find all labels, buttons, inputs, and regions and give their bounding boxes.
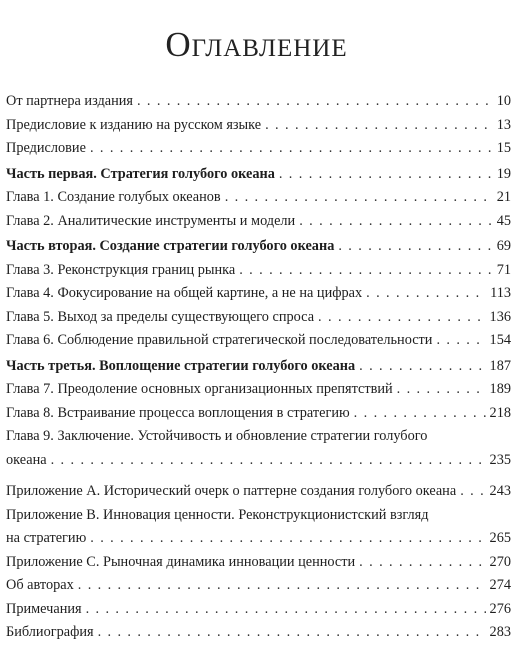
toc-chapter-2[interactable] — [6, 210, 511, 234]
toc-entry-label: Глава 6. Соблюдение правильной стратегической последовательности — [6, 332, 433, 348]
toc-entry-authors[interactable] — [6, 574, 511, 598]
toc-page-number: 235 — [489, 451, 511, 468]
dot-leader — [78, 574, 486, 598]
toc-page-number: 13 — [496, 116, 511, 133]
table-of-contents — [6, 90, 511, 645]
toc-page-number: 187 — [489, 357, 511, 374]
toc-chapter-3[interactable] — [6, 259, 511, 283]
dot-leader — [359, 355, 485, 379]
toc-chapter-9-line1[interactable] — [6, 425, 511, 449]
toc-part-label: Часть вторая. Создание стратегии голубого океана — [6, 238, 335, 254]
toc-page-number: 189 — [489, 381, 511, 397]
toc-entry-label: Глава 4. Фокусирование на общей картине, а не на цифрах — [6, 285, 363, 301]
toc-entry-label: Глава 1. Создание голубых океанов — [6, 189, 221, 205]
toc-part-1[interactable] — [6, 163, 511, 187]
toc-chapter-5[interactable] — [6, 306, 511, 330]
dot-leader — [98, 621, 486, 645]
dot-leader — [51, 449, 486, 473]
toc-entry-label: Приложение А. Исторический очерк о паттерне создания голубого океана — [6, 483, 457, 499]
toc-entry-label: Глава 3. Реконструкция границ рынка — [6, 261, 236, 278]
toc-appendix-b-line1[interactable] — [6, 504, 511, 528]
dot-leader — [279, 163, 493, 187]
toc-page-number: 218 — [489, 404, 511, 421]
toc-page-number: 276 — [489, 600, 511, 617]
dot-leader — [225, 186, 493, 210]
toc-entry-label: Предисловие — [6, 140, 86, 156]
toc-entry-label: Предисловие к изданию на русском языке — [6, 116, 262, 133]
toc-entry-label: на стратегию — [6, 530, 87, 546]
toc-entry-label: Примечания — [6, 600, 82, 617]
toc-chapter-4[interactable] — [6, 282, 511, 306]
dot-leader — [86, 598, 486, 622]
toc-part-label: Часть третья. Воплощение стратегии голубого океана — [6, 357, 356, 374]
dot-leader — [265, 114, 493, 138]
toc-page-number: 154 — [489, 332, 511, 348]
toc-chapter-9-line2[interactable] — [6, 449, 511, 473]
toc-entry-label: Глава 8. Встраивание процесса воплощения в стратегию — [6, 404, 350, 421]
toc-appendix-c[interactable] — [6, 551, 511, 575]
dot-leader — [239, 259, 492, 283]
toc-chapter-1[interactable] — [6, 186, 511, 210]
toc-entry-label: От партнера издания — [6, 93, 133, 109]
toc-page-number: 265 — [489, 530, 511, 546]
toc-chapter-7[interactable] — [6, 378, 511, 402]
dot-leader — [90, 137, 493, 161]
toc-part-3[interactable] — [6, 355, 511, 379]
toc-chapter-8[interactable] — [6, 402, 511, 426]
dot-leader — [338, 235, 492, 259]
toc-entry-label: Приложение С. Рыночная динамика инновации ценности — [6, 553, 356, 570]
toc-page-number: 270 — [489, 553, 511, 570]
dot-leader — [354, 402, 486, 426]
dot-leader — [137, 90, 493, 114]
toc-entry-label: океана — [6, 451, 47, 468]
toc-page-number: 113 — [490, 285, 511, 301]
toc-page-number: 45 — [496, 212, 511, 229]
toc-entry-preface[interactable] — [6, 137, 511, 161]
dot-leader — [460, 480, 485, 504]
toc-part-2[interactable] — [6, 235, 511, 259]
toc-page-number: 21 — [496, 189, 511, 205]
toc-page-number: 71 — [496, 261, 511, 278]
toc-entry-label: Глава 9. Заключение. Устойчивость и обновление стратегии голубого — [6, 428, 428, 444]
dot-leader — [359, 551, 485, 575]
toc-page-number: 136 — [489, 308, 511, 325]
toc-entry-label: Библиография — [6, 624, 94, 640]
toc-page-number: 243 — [489, 483, 511, 499]
toc-entry-label: Глава 2. Аналитические инструменты и модели — [6, 212, 296, 229]
dot-leader — [318, 306, 486, 330]
toc-page-number: 69 — [496, 238, 511, 254]
dot-leader — [436, 329, 485, 353]
toc-entry-notes[interactable] — [6, 598, 511, 622]
toc-part-label: Часть первая. Стратегия голубого океана — [6, 165, 275, 182]
dot-leader — [366, 282, 486, 306]
toc-entry-russian-preface[interactable] — [6, 114, 511, 138]
toc-chapter-6[interactable] — [6, 329, 511, 353]
toc-entry-label: Глава 7. Преодоление основных организационных препятствий — [6, 381, 393, 397]
toc-page-number: 19 — [496, 165, 511, 182]
dot-leader — [397, 378, 486, 402]
dot-leader — [299, 210, 492, 234]
page-title: Оглавление — [165, 25, 348, 65]
toc-entry-partner[interactable] — [6, 90, 511, 114]
toc-entry-label: Об авторах — [6, 577, 74, 593]
toc-page-number: 10 — [496, 93, 511, 109]
toc-appendix-a[interactable] — [6, 480, 511, 504]
toc-page-number: 283 — [489, 624, 511, 640]
toc-entry-label: Приложение В. Инновация ценности. Реконструкционистский взгляд — [6, 506, 429, 523]
toc-appendix-b-line2[interactable] — [6, 527, 511, 551]
toc-entry-label: Глава 5. Выход за пределы существующего спроса — [6, 308, 315, 325]
toc-page-number: 274 — [489, 577, 511, 593]
toc-entry-bibliography[interactable] — [6, 621, 511, 645]
toc-page-number: 15 — [496, 140, 511, 156]
dot-leader — [90, 527, 485, 551]
